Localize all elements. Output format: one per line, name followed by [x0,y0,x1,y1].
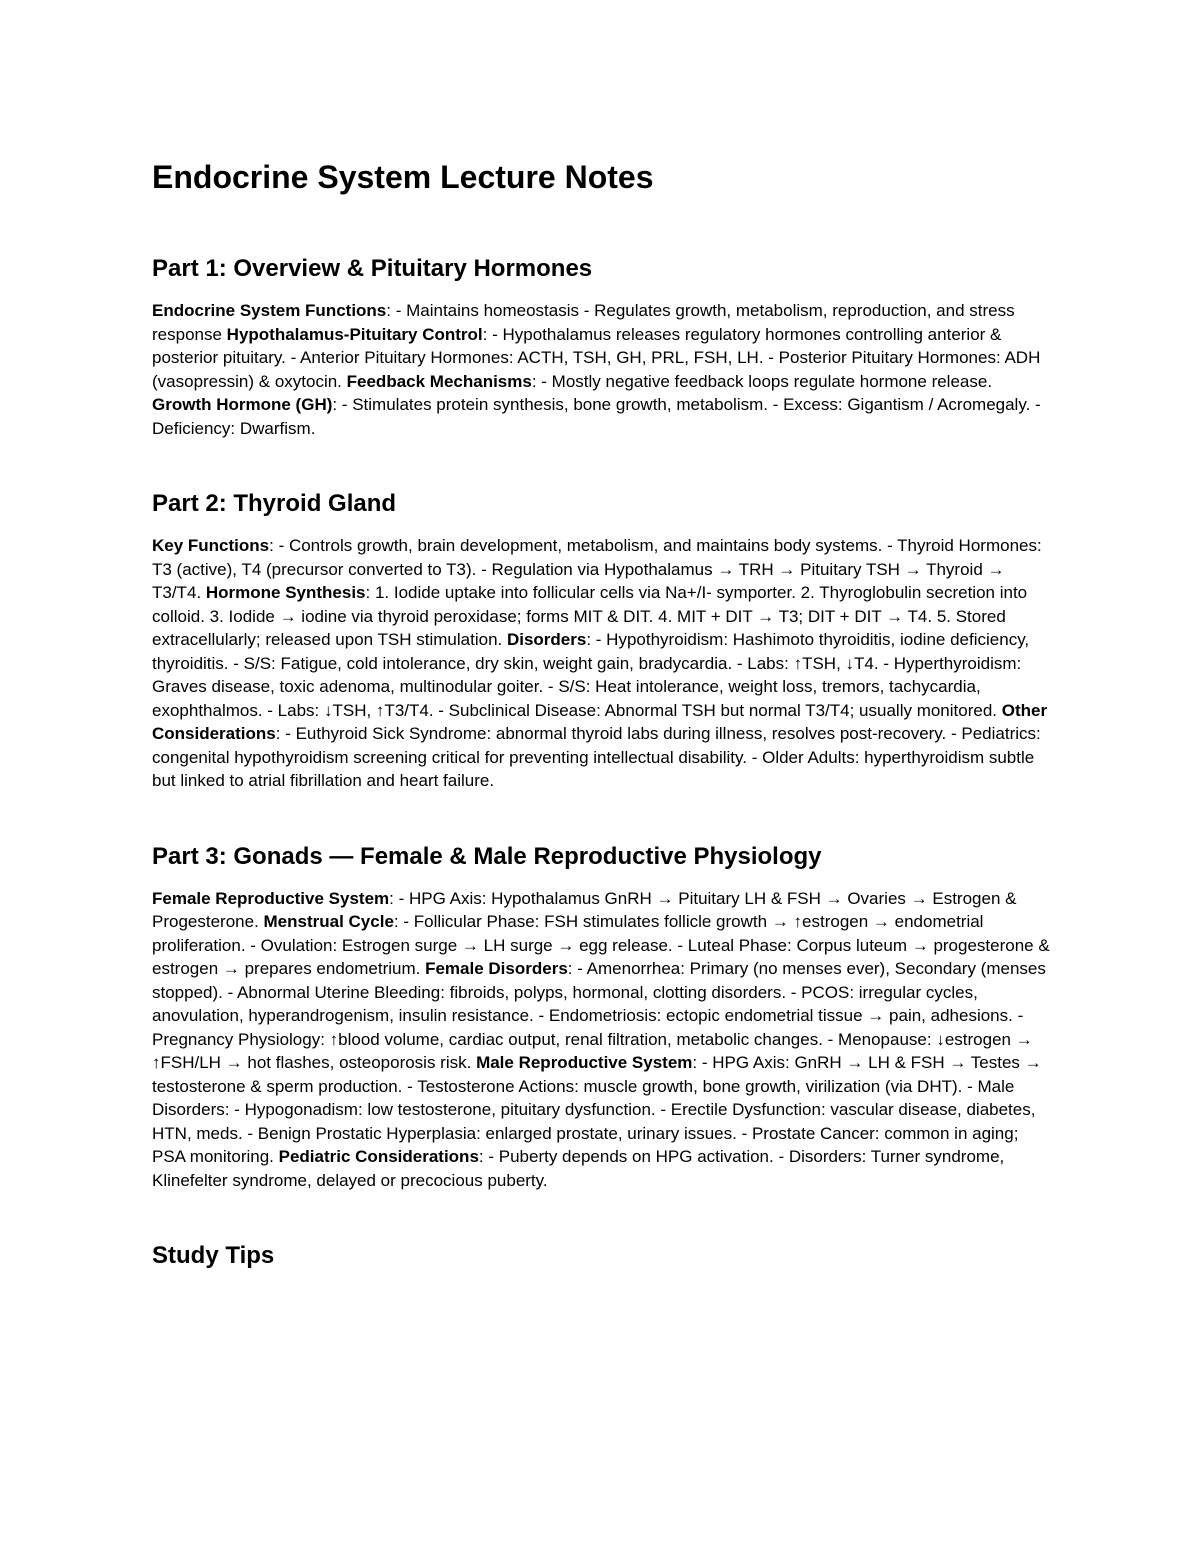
section-body-part-1 [152,299,1052,440]
bold-term: Endocrine System Functions [152,301,387,320]
section-heading-study-tips: Study Tips [152,1242,275,1269]
body-text: : - Hypothalamus releases regulatory hormones controlling anterior & posterior pituitary. - Anterior Pituitary Hormones: ACTH, TSH, GH, PRL, FSH, LH. - Posterior Pituitary Hormones: ADH (vasopressin) & oxytocin. [152,324,1041,391]
body-text: : - Puberty depends on HPG activation. - Disorders: Turner syndrome, Klinefelter syndrome, delayed or precocious puberty. [152,1147,1005,1190]
document-title: Endocrine System Lecture Notes [152,159,654,195]
body-text: : - Hypothyroidism: Hashimoto thyroiditis, iodine deficiency, thyroiditis. - S/S: Fatigue, cold intolerance, dry skin, weight gain, bradycardia. - Labs: ↑TSH, ↓T4. - Hyperthyroidism: Graves disease, toxic adenoma, multinodular goiter. - S/S: Heat intolerance, weight loss, tremors, tachycardia, exophthalmos. - Labs: ↓TSH, ↑T3/T4. - Subclinical Disease: Abnormal TSH but normal T3/T4; usually monitored. [152,630,1030,720]
bold-term: Female Reproductive System [152,888,390,908]
section-heading-part-2: Part 2: Thyroid Gland [152,490,397,517]
body-text: : - HPG Axis: Hypothalamus GnRH → Pituitary LH & FSH → Ovaries → Estrogen & Progesterone. [152,888,1017,931]
bold-term: Female Disorders [425,959,568,978]
bold-term: Male Reproductive System [476,1053,693,1072]
body-text: : - HPG Axis: GnRH → LH & FSH → Testes → testosterone & sperm production. - Testosterone Actions: muscle growth, bone growth, virilization (via DHT). - Male Disorders: - Hypogonadism: low testosterone, pituitary dysfunction. - Erectile Dysfunction: vascular disease, diabetes, HTN, meds. - Benign Prostatic Hyperplasia: enlarged prostate, urinary issues. - Prostate Cancer: common in aging; PSA monitoring. [152,1053,1042,1166]
body-text: : - Amenorrhea: Primary (no menses ever), Secondary (menses stopped). - Abnormal Uterine Bleeding: fibroids, polyps, hormonal, clotting disorders. - PCOS: irregular cycles, anovulation, hyperandrogenism, insulin resistance. - Endometriosis: ectopic endometrial tissue → pain, adhesions. - Pregnancy Physiology: ↑blood volume, cardiac output, renal filtration, metabolic changes. - Menopause: ↓estrogen → ↑FSH/LH → hot flashes, osteoporosis risk. [152,959,1046,1072]
section-body-part-3 [152,887,1052,1193]
body-text: : - Euthyroid Sick Syndrome: abnormal thyroid labs during illness, resolves post-recovery. - Pediatrics: congenital hypothyroidism screening critical for preventing intellectual disability. - Older Adults: hyperthyroidism subtle but linked to atrial fibrillation and heart failure. [152,724,1041,790]
body-text: : - Stimulates protein synthesis, bone growth, metabolism. - Excess: Gigantism / Acromegaly. - Deficiency: Dwarfism. [152,395,1041,438]
section-body-part-2 [152,534,1052,793]
body-text: : 1. Iodide uptake into follicular cells via Na+/I- symporter. 2. Thyroglobulin secretion into colloid. 3. Iodide → iodine via thyroid peroxidase; forms MIT & DIT. 4. MIT + DIT → T3; DIT + DIT → T4. 5. Stored extracellularly; released upon TSH stimulation. [152,583,1028,649]
section-heading-part-3: Part 3: Gonads — Female & Male Reproductive Physiology [152,842,822,870]
bold-term: Pediatric Considerations [278,1147,479,1166]
section-heading-part-1: Part 1: Overview & Pituitary Hormones [152,255,593,282]
bold-term: Growth Hormone (GH) [152,395,333,414]
bold-term: Hypothalamus-Pituitary Control [226,324,483,344]
bold-term: Other Considerations [152,700,1048,743]
bold-term: Disorders [506,630,587,649]
bold-term: Key Functions [152,536,270,555]
bold-term: Feedback Mechanisms [346,371,532,391]
body-text: : - Controls growth, brain development, metabolism, and maintains body systems. - Thyroid Hormones: T3 (active), T4 (precursor converted to T3). - Regulation via Hypothalamus → TRH → Pituitary TSH → Thyroid → T3/T4. [152,536,1042,602]
body-text: : - Follicular Phase: FSH stimulates follicle growth → ↑estrogen → endometrial proliferation. - Ovulation: Estrogen surge → LH surge → egg release. - Luteal Phase: Corpus luteum → progesterone & estrogen → prepares endometrium. [152,912,1050,978]
bold-term: Menstrual Cycle [263,912,394,931]
body-text: : - Maintains homeostasis - Regulates growth, metabolism, reproduction, and stress response [152,301,1015,344]
document-page [152,150,1052,1273]
body-text: : - Mostly negative feedback loops regulate hormone release. [531,371,993,391]
bold-term: Hormone Synthesis [205,583,366,602]
